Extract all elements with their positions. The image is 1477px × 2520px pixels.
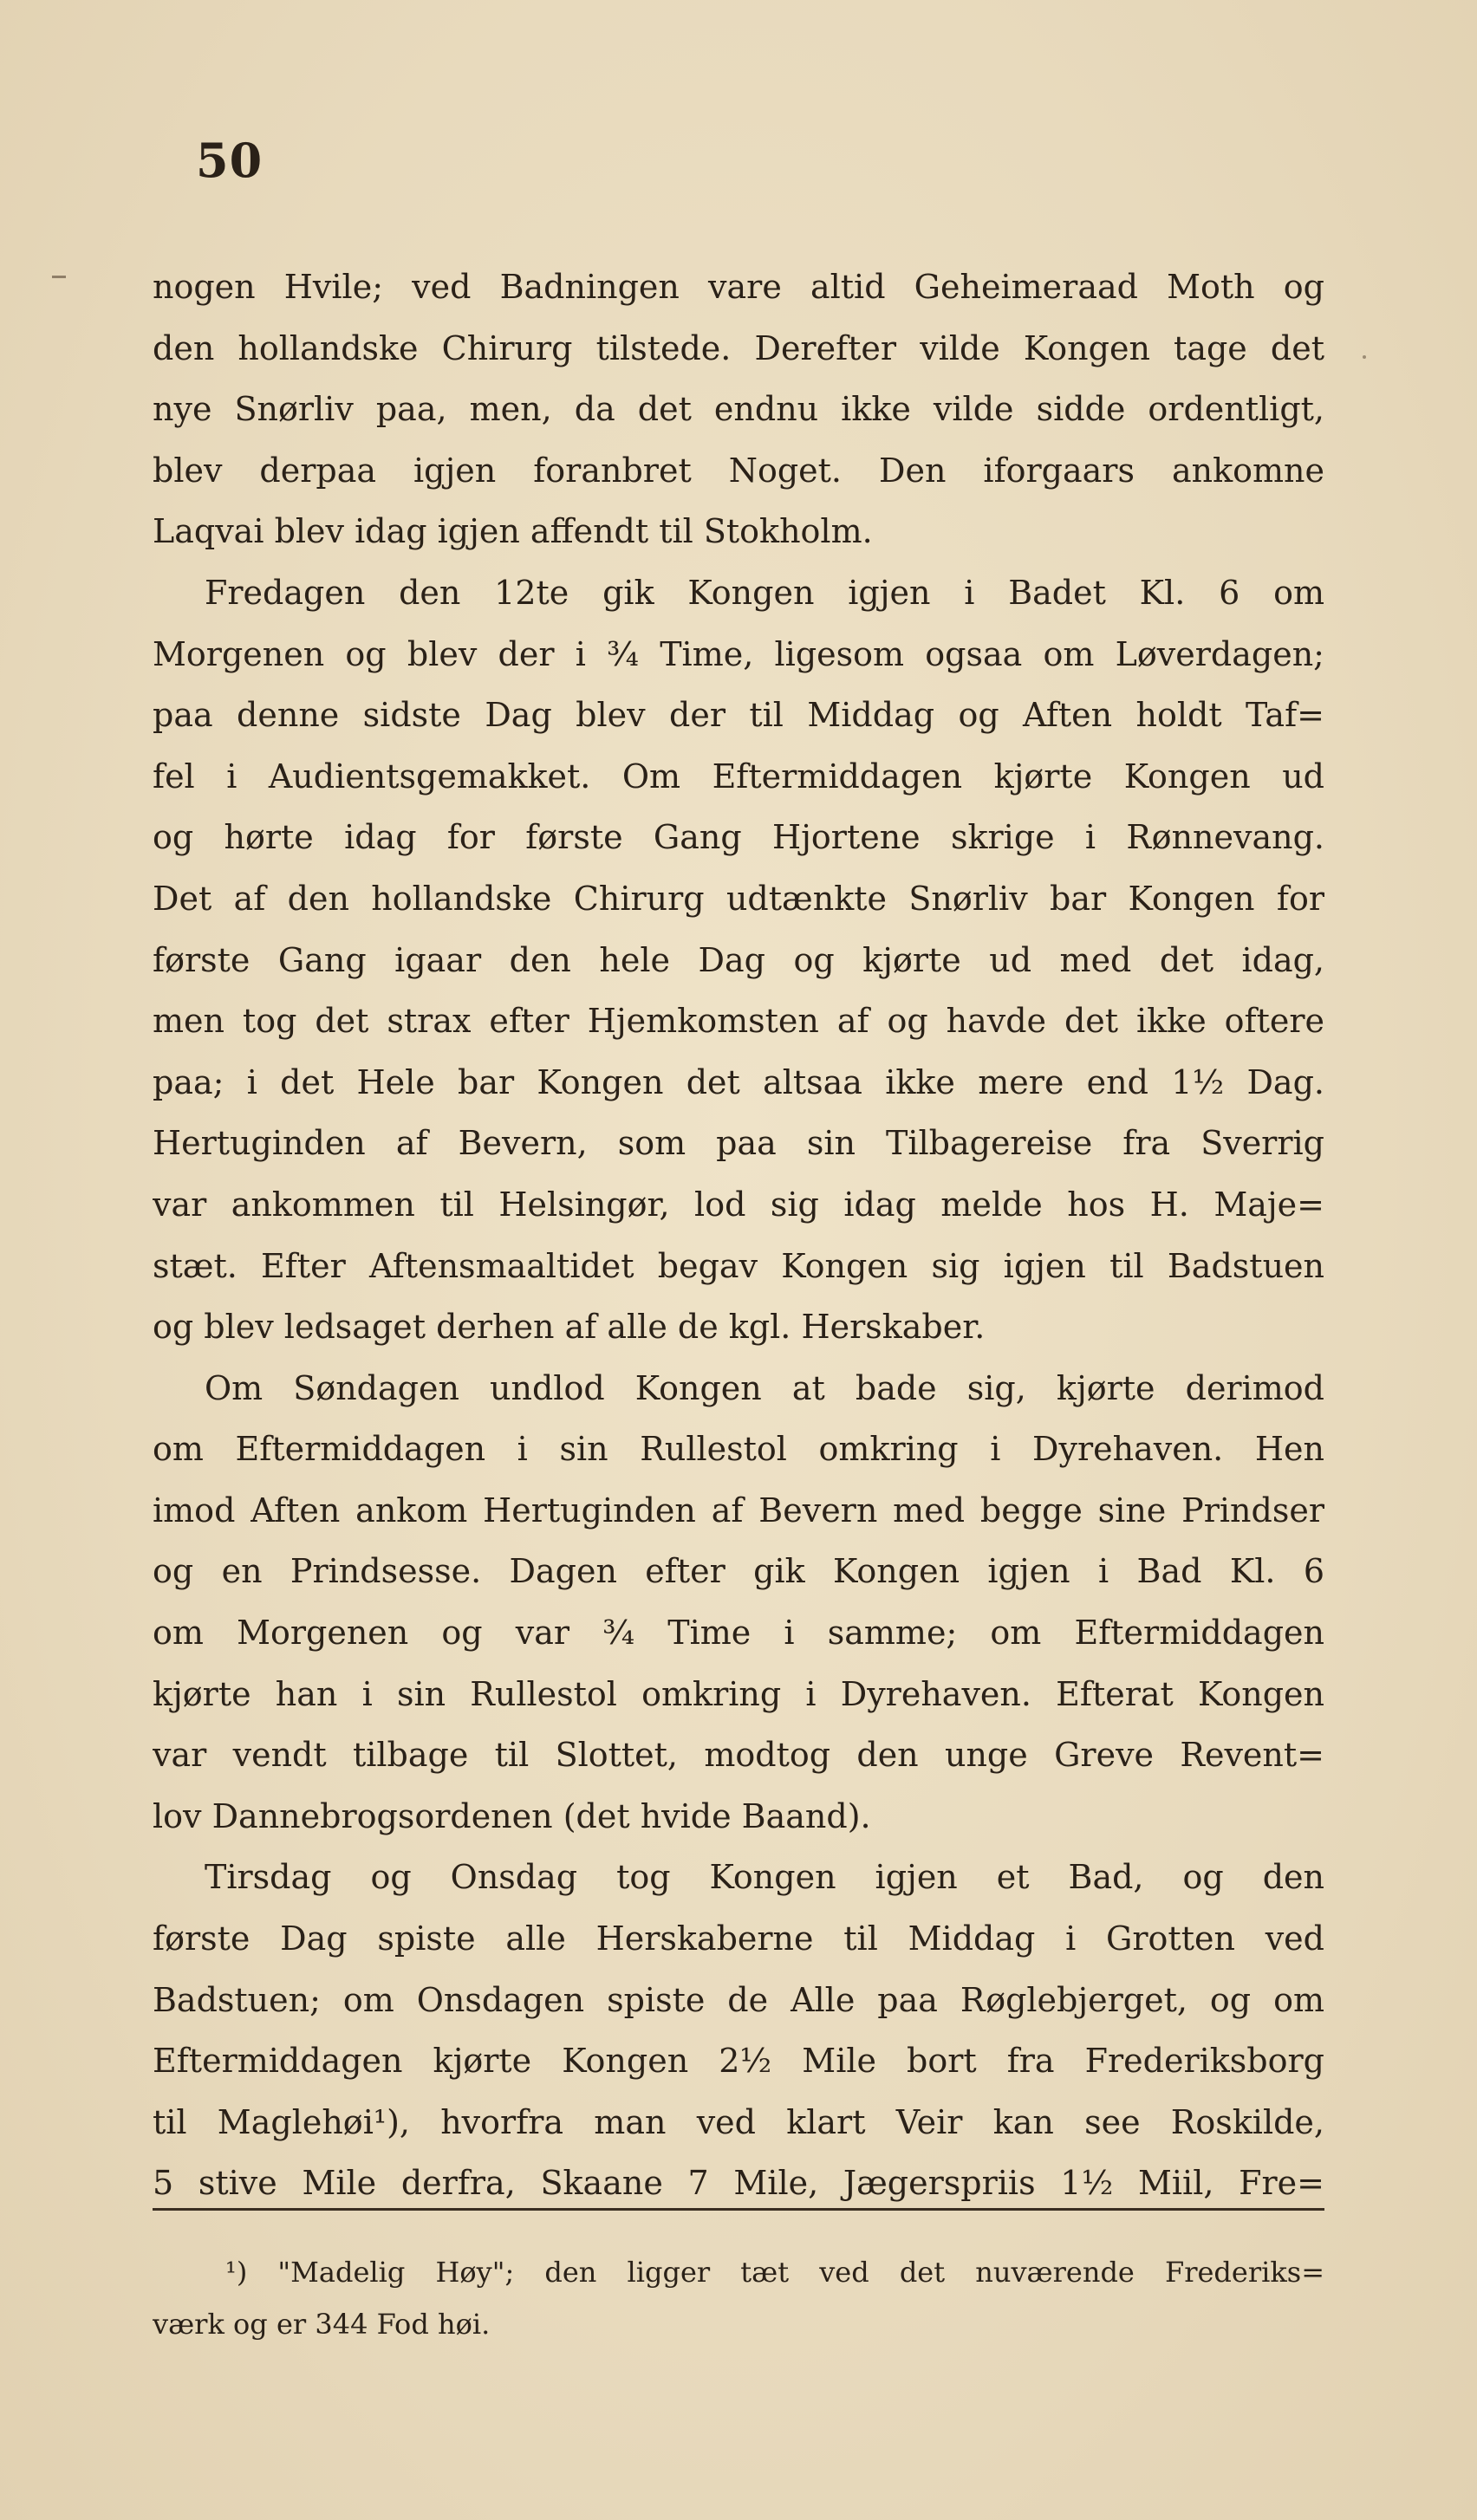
footnote xyxy=(153,2246,1324,2350)
text-line: og en Prindsesse. Dagen efter gik Kongen igjen i Bad Kl. 6 xyxy=(153,1552,1324,1591)
paragraph-1 xyxy=(153,257,1324,562)
text-line: Tirsdag og Onsdag tog Kongen igjen et Bad, og den xyxy=(205,1858,1324,1897)
text-line: og blev ledsaget derhen af alle de kgl. Herskaber. xyxy=(153,1308,986,1347)
footnote-line: værk og er 344 Fod høi. xyxy=(153,2308,491,2341)
text-line: paa; i det Hele bar Kongen det altsaa ikke mere end 1½ Dag. xyxy=(153,1062,1324,1101)
text-line: om Morgenen og var ¾ Time i samme; om Eftermiddagen xyxy=(153,1614,1324,1653)
text-line: Det af den hollandske Chirurg udtænkte Snørliv bar Kongen for xyxy=(153,879,1324,918)
paragraph-2 xyxy=(153,562,1324,1358)
footnote-line: ¹) "Madelig Høy"; den ligger tæt ved det nuværende Frederiks= xyxy=(225,2256,1324,2289)
page-number: 50 xyxy=(196,133,264,188)
text-line: stæt. Efter Aftensmaaltidet begav Kongen sig igjen til Badstuen xyxy=(153,1246,1324,1285)
text-line: var vendt tilbage til Slottet, modtog den unge Greve Revent= xyxy=(153,1736,1324,1775)
paragraph-4 xyxy=(153,1847,1324,2214)
text-line: lov Dannebrogsordenen (det hvide Baand). xyxy=(153,1796,871,1835)
text-line: om Eftermiddagen i sin Rullestol omkring i Dyrehaven. Hen xyxy=(153,1430,1324,1469)
text-line: kjørte han i sin Rullestol omkring i Dyrehaven. Efterat Kongen xyxy=(153,1674,1324,1713)
text-line: imod Aften ankom Hertuginden af Bevern med begge sine Prindser xyxy=(153,1491,1324,1530)
text-line: Fredagen den 12te gik Kongen igjen i Badet Kl. 6 om xyxy=(205,573,1324,612)
footnote-divider xyxy=(153,2208,1324,2211)
text-line: til Maglehøi¹), hvorfra man ved klart Veir kan see Roskilde, xyxy=(153,2102,1324,2141)
text-line: den hollandske Chirurg tilstede. Derefter vilde Kongen tage det xyxy=(153,328,1324,367)
text-line: første Gang igaar den hele Dag og kjørte ud med det idag, xyxy=(153,940,1324,979)
text-line: Om Søndagen undlod Kongen at bade sig, kjørte derimod xyxy=(205,1368,1324,1407)
body-text xyxy=(153,257,1324,2214)
text-line: Badstuen; om Onsdagen spiste de Alle paa Røglebjerget, og om xyxy=(153,1980,1324,2019)
text-line: blev derpaa igjen foranbret Noget. Den iforgaars ankomne xyxy=(153,451,1324,490)
text-line: Eftermiddagen kjørte Kongen 2½ Mile bort fra Frederiksborg xyxy=(153,2042,1324,2081)
text-line: Morgenen og blev der i ¾ Time, ligesom ogsaa om Løverdagen; xyxy=(153,634,1324,673)
text-line: første Dag spiste alle Herskaberne til Middag i Grotten ved xyxy=(153,1919,1324,1958)
text-line: og hørte idag for første Gang Hjortene skrige i Rønnevang. xyxy=(153,818,1324,857)
paragraph-3 xyxy=(153,1358,1324,1848)
text-line: fel i Audientsgemakket. Om Eftermiddagen kjørte Kongen ud xyxy=(153,757,1324,796)
text-line: Hertuginden af Bevern, som paa sin Tilbagereise fra Sverrig xyxy=(153,1124,1324,1163)
margin-mark xyxy=(52,276,66,278)
text-line: 5 stive Mile derfra, Skaane 7 Mile, Jægerspriis 1½ Miil, Fre= xyxy=(153,2164,1324,2203)
text-line: nye Snørliv paa, men, da det endnu ikke vilde sidde ordentligt, xyxy=(153,390,1324,429)
text-line: men tog det strax efter Hjemkomsten af og havde det ikke oftere xyxy=(153,1002,1324,1041)
text-line: nogen Hvile; ved Badningen vare altid Geheimeraad Moth og xyxy=(153,268,1324,306)
text-line: var ankommen til Helsingør, lod sig idag melde hos H. Maje= xyxy=(153,1185,1324,1224)
text-line: paa denne sidste Dag blev der til Middag og Aften holdt Taf= xyxy=(153,696,1324,735)
text-line: Laqvai blev idag igjen affendt til Stokholm. xyxy=(153,512,873,551)
speck-mark xyxy=(1363,355,1366,359)
